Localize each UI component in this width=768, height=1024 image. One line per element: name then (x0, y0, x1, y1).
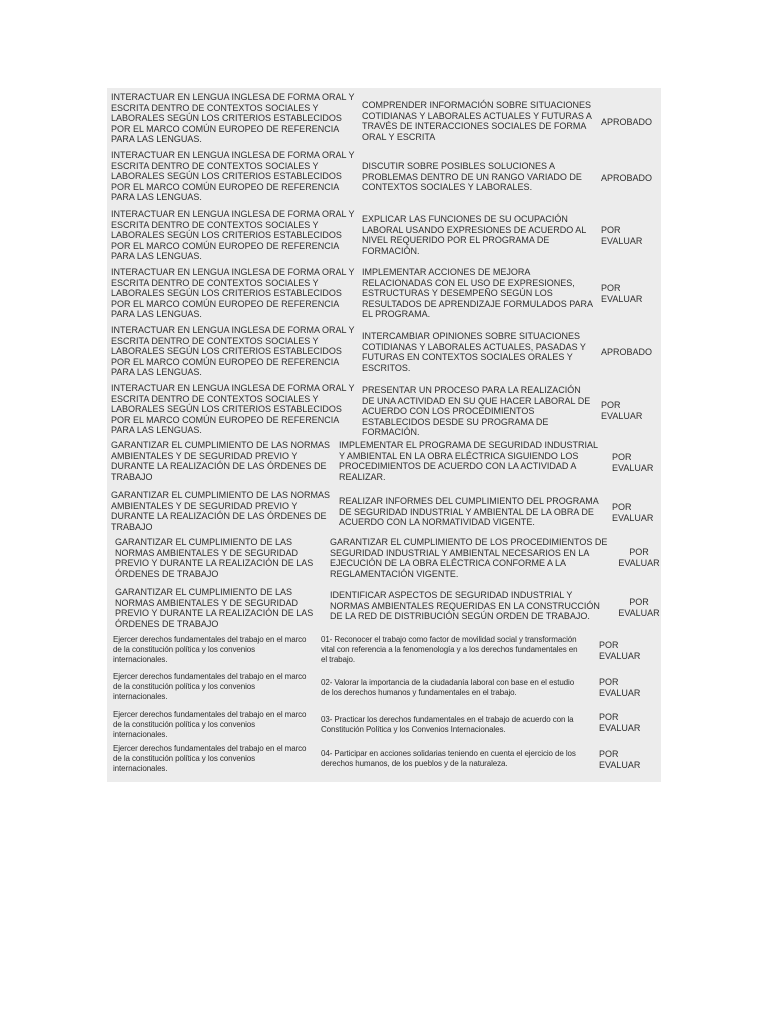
resultado-cell: IMPLEMENTAR ACCIONES DE MEJORA RELACIONADAS CON EL USO DE EXPRESIONES, ESTRUCTURAS Y DESEMPEÑO SEGÚN LOS RESULTADOS DE APRENDIZAJE FORMULADOS PARA EL PROGRAMA. (362, 267, 593, 320)
resultado-cell: COMPRENDER INFORMACIÓN SOBRE SITUACIONES COTIDIANAS Y LABORALES ACTUALES Y FUTURAS A TRAVÉS DE INTERACCIONES SOCIALES DE FORMA ORAL Y ESCRITA (362, 100, 592, 142)
resultado-cell: 04- Participar en acciones solidarias teniendo en cuenta el ejercicio de los derechos humanos, de los pueblos y de la naturaleza. (321, 749, 576, 769)
competencia-cell: Ejercer derechos fundamentales del trabajo en el marco de la constitución política y los convenios internacionales. (113, 744, 307, 774)
estado-cell: APROBADO (601, 347, 653, 357)
resultado-cell: INTERCAMBIAR OPINIONES SOBRE SITUACIONES COTIDIANAS Y LABORALES ACTUALES, PASADAS Y FUTURAS EN CONTEXTOS SOCIALES ORALES Y ESCRITOS. (362, 331, 586, 373)
competencia-cell: INTERACTUAR EN LENGUA INGLESA DE FORMA ORAL Y ESCRITA DENTRO DE CONTEXTOS SOCIALES Y LABORALES SEGÚN LOS CRITERIOS ESTABLECIDOS POR EL MARCO COMÚN EUROPEO DE REFERENCIA PARA LAS LENGUAS. (111, 383, 355, 436)
resultado-cell: 02- Valorar la importancia de la ciudadanía laboral con base en el estudio de los derechos humanos y fundamentales en el trabajo. (321, 678, 575, 698)
competencia-cell: GARANTIZAR EL CUMPLIMIENTO DE LAS NORMAS AMBIENTALES Y DE SEGURIDAD PREVIO Y DURANTE LA REALIZACIÓN DE LAS ÓRDENES DE TRABAJO (111, 440, 331, 482)
resultado-cell: IDENTIFICAR ASPECTOS DE SEGURIDAD INDUSTRIAL Y NORMAS AMBIENTALES REQUERIDAS EN LA CONSTRUCCIÓN DE LA RED DE DISTRIBUCIÓN SEGÚN ORDEN DE TRABAJO. (330, 590, 600, 622)
estado-cell: POR EVALUAR (618, 597, 660, 618)
estado-cell: POR EVALUAR (599, 677, 641, 698)
estado-cell: APROBADO (601, 173, 653, 183)
resultado-cell: DISCUTIR SOBRE POSIBLES SOLUCIONES A PROBLEMAS DENTRO DE UN RANGO VARIADO DE CONTEXTOS SOCIALES Y LABORALES. (362, 161, 582, 193)
estado-cell: POR EVALUAR (618, 547, 660, 568)
estado-cell: APROBADO (601, 117, 653, 127)
competencia-cell: INTERACTUAR EN LENGUA INGLESA DE FORMA ORAL Y ESCRITA DENTRO DE CONTEXTOS SOCIALES Y LABORALES SEGÚN LOS CRITERIOS ESTABLECIDOS POR EL MARCO COMÚN EUROPEO DE REFERENCIA PARA LAS LENGUAS. (111, 267, 355, 320)
competencia-cell: GARANTIZAR EL CUMPLIMIENTO DE LAS NORMAS AMBIENTALES Y DE SEGURIDAD PREVIO Y DURANTE LA REALIZACIÓN DE LAS ÓRDENES DE TRABAJO (115, 537, 314, 579)
estado-cell: POR EVALUAR (599, 749, 641, 770)
resultado-cell: IMPLEMENTAR EL PROGRAMA DE SEGURIDAD INDUSTRIAL Y AMBIENTAL EN LA OBRA ELÉCTRICA SIGUIENDO LOS PROCEDIMIENTOS DE ACUERDO CON LA ACTIVIDAD A REALIZAR. (339, 440, 598, 482)
competencia-cell: GARANTIZAR EL CUMPLIMIENTO DE LAS NORMAS AMBIENTALES Y DE SEGURIDAD PREVIO Y DURANTE LA REALIZACIÓN DE LAS ÓRDENES DE TRABAJO (115, 587, 314, 629)
results-document (107, 88, 661, 782)
estado-cell: POR EVALUAR (601, 225, 643, 246)
estado-cell: POR EVALUAR (601, 400, 643, 421)
estado-cell: POR EVALUAR (612, 502, 654, 523)
competencia-cell: INTERACTUAR EN LENGUA INGLESA DE FORMA ORAL Y ESCRITA DENTRO DE CONTEXTOS SOCIALES Y LABORALES SEGÚN LOS CRITERIOS ESTABLECIDOS POR EL MARCO COMÚN EUROPEO DE REFERENCIA PARA LAS LENGUAS. (111, 209, 355, 262)
resultado-cell: EXPLICAR LAS FUNCIONES DE SU OCUPACIÓN LABORAL USANDO EXPRESIONES DE ACUERDO AL NIVEL REQUERIDO POR EL PROGRAMA DE FORMACIÓN. (362, 214, 586, 256)
resultado-cell: REALIZAR INFORMES DEL CUMPLIMIENTO DEL PROGRAMA DE SEGURIDAD INDUSTRIAL Y AMBIENTAL DE LA OBRA DE ACUERDO CON LA NORMATIVIDAD VIGENTE. (339, 496, 599, 528)
competencia-cell: INTERACTUAR EN LENGUA INGLESA DE FORMA ORAL Y ESCRITA DENTRO DE CONTEXTOS SOCIALES Y LABORALES SEGÚN LOS CRITERIOS ESTABLECIDOS POR EL MARCO COMÚN EUROPEO DE REFERENCIA PARA LAS LENGUAS. (111, 150, 355, 203)
competencia-cell: INTERACTUAR EN LENGUA INGLESA DE FORMA ORAL Y ESCRITA DENTRO DE CONTEXTOS SOCIALES Y LABORALES SEGÚN LOS CRITERIOS ESTABLECIDOS POR EL MARCO COMÚN EUROPEO DE REFERENCIA PARA LAS LENGUAS. (111, 325, 355, 378)
estado-cell: POR EVALUAR (599, 640, 641, 661)
resultado-cell: 01- Reconocer el trabajo como factor de movilidad social y transformación vital con referencia a la fenomenología y a los derechos fundamentales en el trabajo. (321, 635, 578, 665)
resultado-cell: 03- Practicar los derechos fundamentales en el trabajo de acuerdo con la Constitución Política y los Convenios Internacionales. (321, 715, 574, 735)
estado-cell: POR EVALUAR (612, 452, 654, 473)
competencia-cell: INTERACTUAR EN LENGUA INGLESA DE FORMA ORAL Y ESCRITA DENTRO DE CONTEXTOS SOCIALES Y LABORALES SEGÚN LOS CRITERIOS ESTABLECIDOS POR EL MARCO COMÚN EUROPEO DE REFERENCIA PARA LAS LENGUAS. (111, 92, 355, 145)
competencia-cell: Ejercer derechos fundamentales del trabajo en el marco de la constitución política y los convenios internacionales. (113, 672, 307, 702)
estado-cell: POR EVALUAR (599, 712, 641, 733)
competencia-cell: Ejercer derechos fundamentales del trabajo en el marco de la constitución política y los convenios internacionales. (113, 635, 307, 665)
estado-cell: POR EVALUAR (601, 283, 643, 304)
resultado-cell: PRESENTAR UN PROCESO PARA LA REALIZACIÓN DE UNA ACTIVIDAD EN SU QUE HACER LABORAL DE ACUERDO CON LOS PROCEDIMIENTOS ESTABLECIDOS DESDE SU PROGRAMA DE FORMACIÓN. (362, 385, 591, 438)
competencia-cell: GARANTIZAR EL CUMPLIMIENTO DE LAS NORMAS AMBIENTALES Y DE SEGURIDAD PREVIO Y DURANTE LA REALIZACIÓN DE LAS ÓRDENES DE TRABAJO (111, 490, 331, 532)
resultado-cell: GARANTIZAR EL CUMPLIMIENTO DE LOS PROCEDIMIENTOS DE SEGURIDAD INDUSTRIAL Y AMBIENTAL NECESARIOS EN LA EJECUCIÓN DE LA OBRA ELÉCTRICA CONFORME A LA REGLAMENTACIÓN VIGENTE. (330, 537, 608, 579)
competencia-cell: Ejercer derechos fundamentales del trabajo en el marco de la constitución política y los convenios internacionales. (113, 710, 307, 740)
